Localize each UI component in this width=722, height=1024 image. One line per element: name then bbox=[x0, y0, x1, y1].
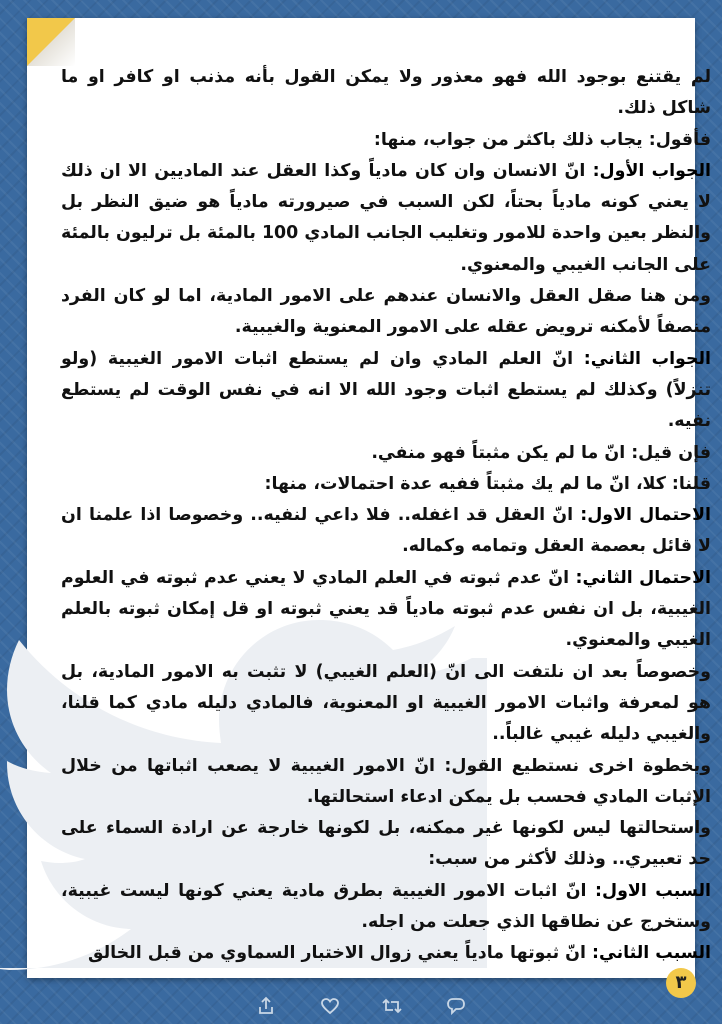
document-page bbox=[27, 18, 712, 978]
paragraph-text: فإن قيل: انّ ما لم يكن مثبتاً فهو منفي. bbox=[371, 442, 711, 463]
paragraph-label: السبب الثاني: bbox=[592, 943, 711, 964]
page-number-badge: ٣ bbox=[666, 968, 696, 998]
paragraph-label: الاحتمال الاول: bbox=[580, 505, 711, 526]
retweet-button[interactable] bbox=[377, 992, 407, 1020]
paragraph-text: قلنا: كلا، انّ ما لم يك مثبتاً ففيه عدة احتمالات، منها: bbox=[264, 473, 711, 494]
paragraph-label: الجواب الثاني: bbox=[583, 348, 711, 369]
paragraph-text: واستحالتها ليس لكونها غير ممكنه، بل لكونها خارجة عن ارادة السماء على حد تعبيري.. وذلك لأكثر من سبب: bbox=[61, 818, 711, 870]
paragraph bbox=[61, 469, 711, 500]
paragraph-label: الجواب الأول: bbox=[592, 160, 712, 181]
paragraph-text: ومن هنا صقل العقل والانسان عندهم على الامور المادية، اما لو كان الفرد منصفاً لأمكنه ترويض عقله على الامور المعنوية والغيبية. bbox=[61, 286, 711, 338]
paragraph-text: انّ اثبات الامور الغيبية بطرق مادية يعني كونها ليست غيبية، وستخرج عن نطاقها الذي جعلت من اجله. bbox=[61, 880, 711, 933]
paragraph-text: انّ عدم ثبوته في العلم المادي لا يعني عدم ثبوته في العلوم الغيبية، بل ان نفس عدم ثبوته مادياً قد يعني ثبوته او قل إمكان ثبوته بالعلم الغيبي والمعنوي. bbox=[61, 567, 711, 651]
like-button[interactable] bbox=[315, 992, 345, 1020]
paragraph bbox=[61, 938, 711, 969]
paragraph bbox=[61, 438, 711, 469]
paragraph-text: وخصوصاً بعد ان نلتفت الى انّ (العلم الغيبي) لا تثبت به الامور المادية، بل هو لمعرفة واثبات الامور الغيبية او المعنوية، فالمادي دليله مادي كما قلنا، والغيبي دليله غيبي غالباً.. bbox=[61, 661, 711, 745]
article-body bbox=[61, 62, 711, 970]
paragraph bbox=[61, 563, 711, 657]
paragraph-text: فأقول: يجاب ذلك باكثر من جواب، منها: bbox=[373, 129, 711, 150]
retweet-icon bbox=[381, 996, 403, 1016]
reply-button[interactable] bbox=[441, 992, 471, 1020]
page-curl-corner bbox=[27, 18, 75, 66]
paragraph-text: وبخطوة اخرى نستطيع القول: انّ الامور الغيبية لا يصعب اثباتها من خلال الإثبات المادي فحسب بل يمكن ادعاء استحالتها. bbox=[61, 755, 711, 807]
paragraph bbox=[61, 344, 711, 438]
heart-icon bbox=[320, 996, 340, 1016]
paragraph-text: انّ الانسان وان كان مادياً وكذا العقل عند الماديين الا ان ذلك لا يعني كونه مادياً بحتاً، لكن السبب في صيرورته مادياً هو ضيق النظر بل والنظر بعين واحدة للامور وتغليب الجانب المادي 100 بالمئة بل ترليون بالمئة على الجانب الغيبي والمعنوي. bbox=[61, 160, 711, 275]
paragraph bbox=[61, 500, 711, 563]
paragraph bbox=[61, 751, 711, 814]
paragraph bbox=[61, 156, 711, 281]
share-button[interactable] bbox=[251, 992, 281, 1020]
paragraph-text: لم يقتنع بوجود الله فهو معذور ولا يمكن القول بأنه مذنب او كافر او ما شاكل ذلك. bbox=[61, 67, 711, 119]
paragraph bbox=[61, 281, 711, 344]
tweet-action-bar bbox=[0, 992, 722, 1024]
reply-icon bbox=[446, 996, 466, 1016]
paragraph bbox=[61, 125, 711, 156]
share-icon bbox=[256, 996, 276, 1016]
paragraph-text: انّ العلم المادي وان لم يستطع اثبات الامور الغيبية (ولو تنزلاً) وكذلك لم يستطع اثبات وجود الله الا انه في نفس الوقت لم يستطع نفيه. bbox=[61, 348, 711, 432]
paragraph-text: انّ العقل قد اغفله.. فلا داعي لنفيه.. وخصوصا اذا علمنا ان لا قائل بعصمة العقل وتمامه وكماله. bbox=[61, 505, 711, 557]
paragraph bbox=[61, 657, 711, 751]
paragraph bbox=[61, 813, 711, 876]
paragraph-label: السبب الاول: bbox=[595, 880, 712, 901]
paragraph bbox=[61, 876, 711, 939]
paragraph-text: انّ ثبوتها مادياً يعني زوال الاختبار السماوي من قبل الخالق bbox=[87, 943, 593, 964]
paragraph-label: الاحتمال الثاني: bbox=[575, 567, 711, 588]
paragraph bbox=[61, 62, 711, 125]
